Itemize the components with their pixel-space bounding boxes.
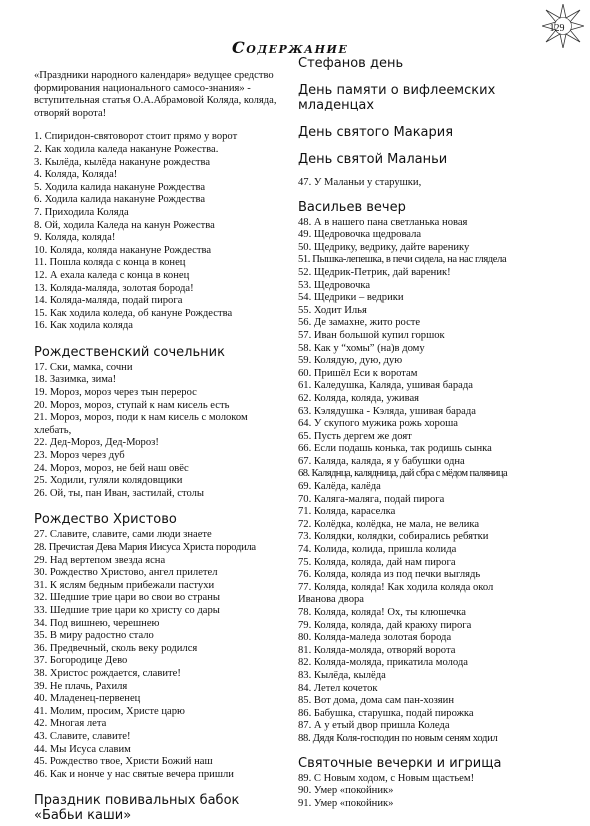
section-heading: Васильев вечер [298, 199, 406, 215]
toc-item: 76. Коляда, коляда из под печки выглядь [298, 569, 481, 581]
toc-item: 54. Щедрики – ведрики [298, 292, 404, 304]
toc-item: 52. Щедрик-Петрик, дай вареник! [298, 266, 451, 278]
toc-item: 55. Ходит Илья [298, 304, 367, 316]
toc-item: 16. Как ходила коляда [34, 320, 133, 332]
toc-item: 78. Коляда, коляда! Ох, ты клюшечка [298, 607, 466, 618]
toc-item: 32. Шедшие трие цари во свои во страны [34, 592, 221, 604]
toc-item: 86. Бабушка, старушка, подай пирожка [298, 707, 474, 719]
toc-item: 11. Пошла коляда с конца в конец [34, 257, 186, 269]
page-number: 129 [549, 23, 565, 34]
toc-item: 70. Каляга-маляга, подай пирога [298, 493, 445, 505]
section-heading: Рождественский сочельник [34, 344, 225, 360]
section-vasiliev [298, 217, 560, 746]
section-sochelnik [34, 362, 286, 501]
section-heading: Стефанов день [298, 56, 404, 71]
toc-item: 81. Коляда-моляда, отворяй ворота [298, 644, 456, 656]
toc-item: 24. Мороз, мороз, не бей наш овёс [34, 462, 189, 474]
toc-item: 82. Коляда-моляда, прикатила молода [298, 657, 468, 669]
toc-item: 91. Умер «покойник» [298, 797, 394, 809]
toc-item: 59. Колядую, дую, дую [298, 355, 403, 367]
section-heading: День памяти о вифлеемских младенцах [298, 83, 496, 113]
section-heading: Рождество Христово [34, 512, 177, 528]
toc-item: 83. Кылёда, кылёда [298, 669, 386, 681]
toc-item: 45. Рождество твое, Христи Божий наш [34, 756, 213, 768]
right-column [298, 56, 560, 819]
toc-item: 28. Пречистая Дева Мария Иисуса Христа породила [34, 542, 256, 553]
toc-item: 3. Кылёда, кылёда накануне рождества [34, 156, 211, 168]
toc-item: 5. Ходила калида накануне Рождества [34, 181, 206, 193]
toc-item: 79. Коляда, коляда, дай краюху пирога [298, 619, 472, 631]
toc-item: 85. Вот дома, дома сам пан-хозяин [298, 695, 455, 707]
toc-item: 77. Коляда, коляда! Как ходила коляда окол Иванова двора [298, 581, 494, 606]
toc-item: 49. Щедровочка щедровала [298, 229, 422, 241]
toc-item: 57. Иван большой купил горшок [298, 329, 445, 341]
toc-item: 4. Коляда, Коляда! [34, 169, 118, 181]
toc-item: 47. У Маланьи у старушки, [298, 177, 422, 188]
toc-item: 17. Ски, мамка, сочни [34, 361, 133, 373]
toc-item: 71. Коляда, караселка [298, 506, 396, 518]
toc-item: 30. Рождество Христово, ангел прилетел [34, 567, 218, 579]
intro-text: «Праздники народного календаря» ведущее средство формирования национального самосо-знания» - вступительная статья О.А.Абрамовой Коляда, коляда, отворяй ворота! [34, 70, 277, 119]
left-column [34, 64, 286, 825]
toc-item: 67. Каляда, каляда, я у бабушки одна [298, 455, 465, 467]
toc-item: 27. Славите, славите, сами люди знаете [34, 529, 212, 541]
section-heading: День святого Макария [298, 125, 454, 140]
toc-item: 40. Младенец-первенец [34, 693, 141, 705]
toc-item: 61. Каледушка, Каляда, ушивая барада [298, 380, 473, 392]
toc-item: 1. Спиридон-святоворот стоит прямо у ворот [34, 131, 238, 143]
toc-item: 44. Мы Исуса славим [34, 743, 131, 755]
toc-item: 66. Если подашь конька, так родишь сынка [298, 443, 492, 455]
toc-item: 26. Ой, ты, пан Иван, застилай, столы [34, 487, 205, 499]
toc-item: 74. Колида, колида, пришла колида [298, 544, 457, 556]
section-heading: Святочные вечерки и игрища [298, 755, 502, 771]
toc-item: 69. Калёда, калёда [298, 481, 381, 493]
toc-item: 9. Коляда, коляда! [34, 232, 116, 244]
toc-item: 84. Летел кочеток [298, 682, 378, 694]
toc-item: 12. А ехала каледа с конца в конец [34, 269, 190, 281]
toc-item: 42. Многая лета [34, 718, 107, 730]
toc-item: 7. Приходила Коляда [34, 206, 129, 218]
toc-item: 63. Кэлядушка - Кэляда, ушивая барада [298, 405, 476, 417]
toc-item: 10. Коляда, коляда накануне Рождества [34, 244, 212, 256]
page-number-badge [542, 4, 584, 48]
page-title: Содержание [232, 38, 349, 57]
toc-item: 35. В миру радостно стало [34, 630, 154, 642]
toc-item: 8. Ой, ходила Каледа на канун Рожества [34, 219, 215, 231]
toc-item: 46. Как и нонче у нас святые вечера пришли [34, 768, 234, 780]
toc-item: 75. Коляда, коляда, дай нам пирога [298, 556, 456, 568]
toc-item: 15. Как ходила коледа, об кануне Рождества [34, 307, 233, 319]
toc-item: 36. Предвечный, сколь веку родился [34, 642, 198, 654]
section-heading: День святой Маланьи [298, 152, 448, 167]
toc-item: 53. Щедровочка [298, 279, 371, 291]
toc-item: 14. Коляда-маляда, подай пирога [34, 295, 183, 307]
toc-item: 19. Мороз, мороз через тын перерос [34, 387, 197, 399]
toc-item: 21. Мороз, мороз, поди к нам кисель с молоком хлебать, [34, 412, 248, 436]
section-malanya [298, 177, 560, 190]
section-vecherki [298, 773, 560, 811]
toc-item: 62. Коляда, коляда, уживая [298, 392, 420, 404]
toc-item: 13. Коляда-маляда, золотая борода! [34, 282, 194, 294]
toc-item: 20. Мороз, мороз, ступай к нам кисель есть [34, 399, 230, 411]
toc-item: 33. Шедшие трие цари ко христу со дары [34, 604, 220, 616]
toc-item: 39. Не плачь, Рахиля [34, 680, 128, 692]
toc-item: 65. Пусть дергем же доят [298, 430, 412, 442]
section-heading: Праздник повивальных бабок «Бабьи каши» [34, 793, 240, 824]
toc-item: 73. Колядки, колядки, собирались ребятки [298, 531, 489, 543]
toc-item: 88. Дядя Коля-господин по новым сеням ходил [298, 732, 498, 744]
toc-item: 31. К яслям бедным прибежали пастухи [34, 579, 215, 591]
toc-item: 87. А у етый двор пришла Коледа [298, 720, 450, 732]
toc-item: 60. Пришёл Еси к воротам [298, 367, 418, 379]
toc-item: 22. Дед-Мороз, Дед-Мороз! [34, 437, 159, 449]
section-koliada [34, 131, 286, 333]
toc-item: 6. Ходила калида накануне Рождества [34, 194, 206, 206]
toc-item: 18. Зазимка, зима! [34, 374, 117, 386]
toc-item: 41. Молим, просим, Христе царю [34, 705, 185, 717]
toc-item: 25. Ходили, гуляли колядовщики [34, 475, 183, 487]
toc-item: 38. Христос рождается, славите! [34, 667, 181, 679]
toc-item: 51. Пышка-лепешка, в печи сидела, на нас глядела [298, 254, 507, 266]
toc-item: 80. Коляда-маледа золотая борода [298, 632, 452, 644]
toc-item: 23. Мороз через дуб [34, 450, 125, 462]
toc-item: 89. С Новым ходом, с Новым щастьем! [298, 772, 475, 784]
toc-item: 2. Как ходила каледа накануне Рожества. [34, 143, 219, 155]
toc-item: 56. Де замахне, жито росте [298, 317, 421, 329]
toc-item: 90. Умер «покойник» [298, 785, 394, 797]
toc-item: 72. Колёдка, колёдка, не мала, не велика [298, 518, 480, 530]
toc-item: 48. А в нашего пана светланька новая [298, 216, 468, 228]
toc-item: 50. Щедрику, ведрику, дайте варенику [298, 241, 470, 253]
toc-item: 37. Богородице Дево [34, 655, 128, 667]
section-rozhdestvo [34, 529, 286, 781]
toc-item: 29. Над вертепом звезда ясна [34, 554, 166, 566]
toc-item: 43. Славите, славите! [34, 730, 131, 742]
toc-item: 58. Как у “хомы” (на)в дому [298, 342, 425, 354]
toc-item: 68. Каляднца, калядница, дай сбра с мёдом паляница [298, 468, 508, 480]
toc-item: 64. У скупого мужика рожь хороша [298, 418, 458, 430]
toc-item: 34. Под вишнею, черешнею [34, 617, 160, 629]
